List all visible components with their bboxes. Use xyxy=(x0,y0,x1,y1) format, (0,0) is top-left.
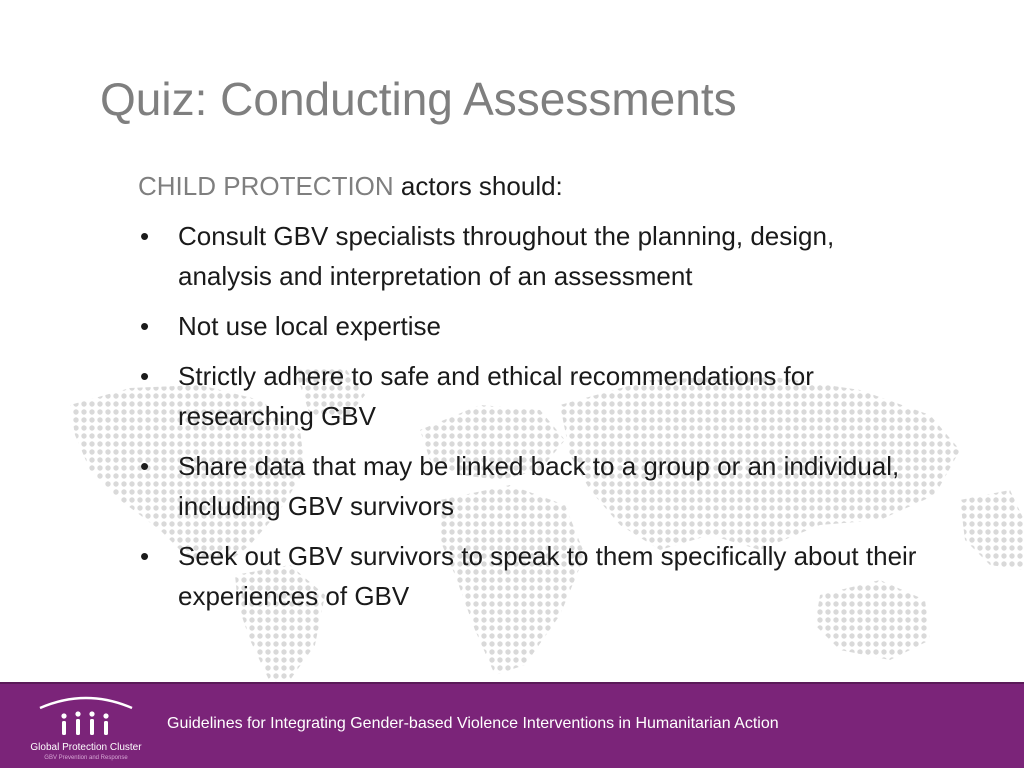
bullet-list xyxy=(138,216,918,616)
logo-name: Global Protection Cluster xyxy=(30,742,142,753)
bullet-text: Strictly adhere to safe and ethical recommendations for researching GBV xyxy=(178,361,814,431)
bullet-mark: • xyxy=(140,541,150,571)
bullet-item xyxy=(138,356,918,436)
bullet-text: Seek out GBV survivors to speak to them specifically about their experiences of GBV xyxy=(178,541,917,611)
bullet-mark: • xyxy=(140,451,150,481)
bullet-mark: • xyxy=(140,221,150,251)
intro-line xyxy=(138,166,918,206)
bullet-item xyxy=(138,446,918,526)
bullet-text: Not use local expertise xyxy=(178,311,442,341)
logo-figures-icon xyxy=(30,694,142,742)
footer-bar xyxy=(0,682,1024,768)
map-pacific-islands xyxy=(960,490,1024,570)
intro-rest: actors should: xyxy=(393,171,563,201)
bullet-text: Consult GBV specialists throughout the planning, design, analysis and interpretation of an assessment xyxy=(178,221,835,291)
bullet-mark: • xyxy=(140,361,150,391)
bullet-item xyxy=(138,536,918,616)
bullet-item xyxy=(138,216,918,296)
bullet-item xyxy=(138,306,918,346)
slide-title: Quiz: Conducting Assessments xyxy=(100,73,737,125)
intro-lead: CHILD PROTECTION xyxy=(138,171,394,201)
slide-content xyxy=(138,166,918,616)
bullet-text: Share data that may be linked back to a group or an individual, including GBV survivors xyxy=(178,451,900,521)
logo-subtitle: GBV Prevention and Response xyxy=(44,755,128,761)
bullet-mark: • xyxy=(140,311,150,341)
footer-text: Guidelines for Integrating Gender-based Violence Interventions in Humanitarian Action xyxy=(167,715,779,732)
global-protection-cluster-logo xyxy=(30,694,142,766)
